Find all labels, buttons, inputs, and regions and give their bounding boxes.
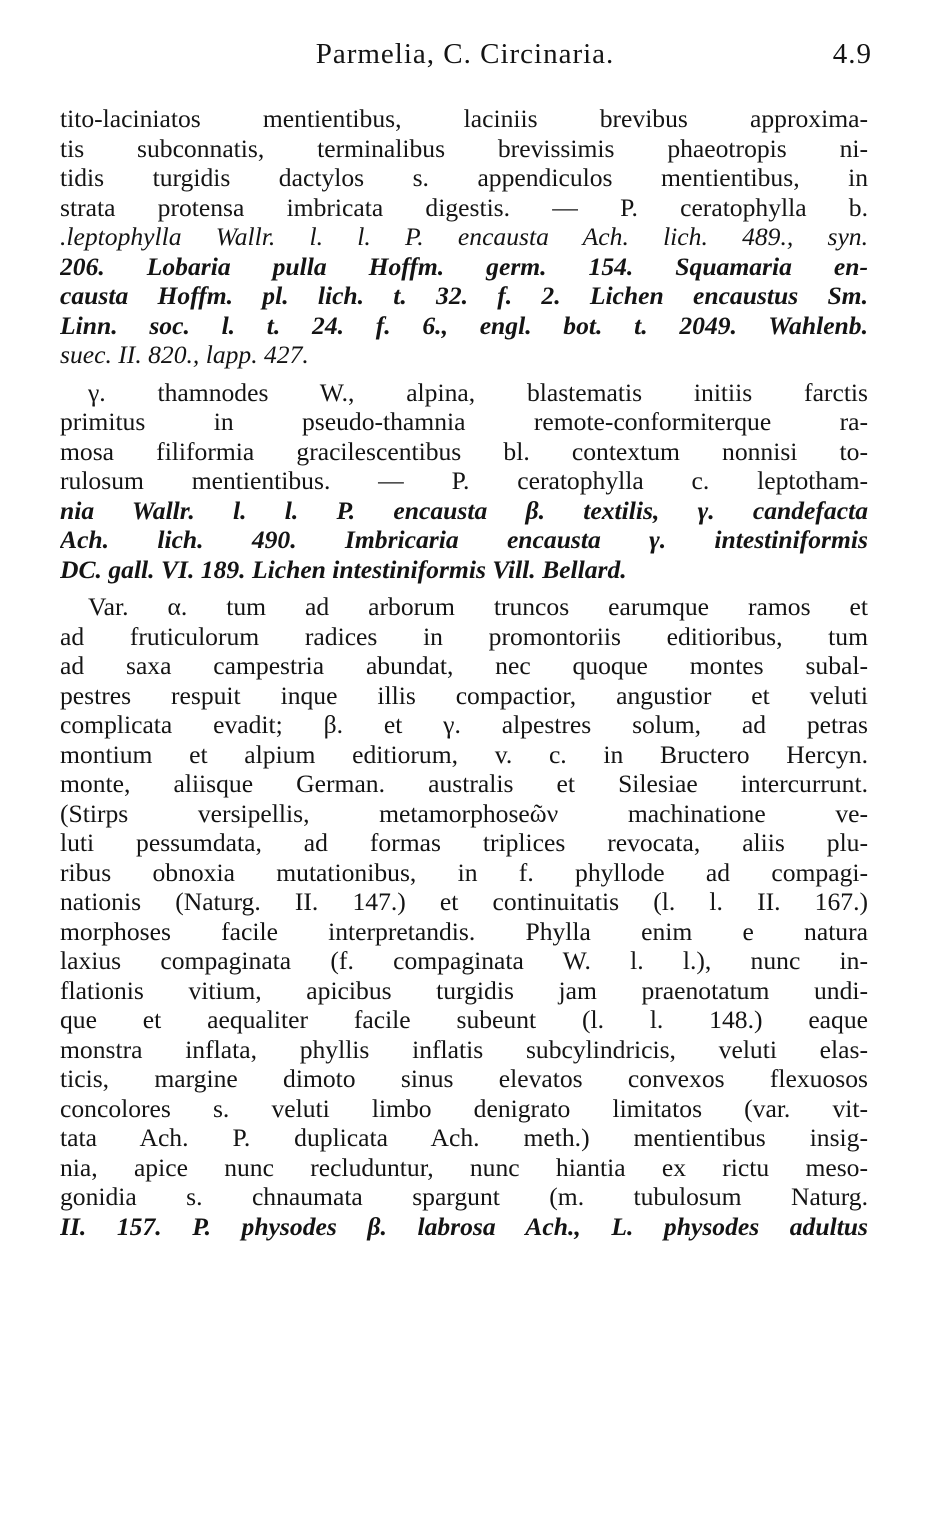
text-line: Linn. soc. l. t. 24. f. 6., engl. bot. t. 2049. Wahlenb. [60,310,868,340]
text-line: 206. Lobaria pulla Hoffm. germ. 154. Squamaria en- [60,251,868,281]
page-number: 4.9 [832,38,872,70]
text-line: rulosum mentientibus. — P. ceratophylla c. leptotham- [60,466,868,495]
text-line: concolores s. veluti limbo denigrato limitatos (var. vit- [60,1093,868,1123]
text-line: ribus obnoxia mutationibus, in f. phyllode ad compagi- [60,857,868,887]
text-line: suec. II. 820., lapp. 427. [60,340,309,369]
text-line: monstra inflata, phyllis inflatis subcylindricis, veluti elas- [60,1034,868,1064]
text-line: morphoses facile interpretandis. Phylla enim e natura [60,916,868,946]
text-line: complicata evadit; β. et γ. alpestres solum, ad petras [60,710,868,739]
text-line: nia Wallr. l. l. P. encausta β. textilis, γ. candefacta [60,495,868,525]
text-line: nia, apice nunc recluduntur, nunc hiantia ex rictu meso- [60,1152,868,1182]
running-title: Parmelia, C. Circinaria. [315,38,615,70]
text-line: gonidia s. chnaumata spargunt (m. tubulosum Naturg. [60,1182,868,1211]
text-line: flationis vitium, apicibus turgidis jam praenotatum undi- [60,975,868,1005]
text-line: ticis, margine dimoto sinus elevatos convexos flexuosos [60,1064,868,1093]
text-line: II. 157. P. physodes β. labrosa Ach., L. physodes adultus [60,1211,868,1241]
text-line: pestres respuit inque illis compactior, angustior et veluti [60,680,868,710]
text-line: Var. α. tum ad arborum truncos earumque ramos et [88,592,868,621]
text-body [60,104,868,1241]
text-line: causta Hoffm. pl. lich. t. 32. f. 2. Lichen encaustus Sm. [60,281,868,310]
text-line: strata protensa imbricata digestis. — P. ceratophylla b. [60,192,868,222]
text-line: tata Ach. P. duplicata Ach. meth.) mentientibus insig- [60,1123,868,1152]
text-line: luti pessumdata, ad formas triplices revocata, aliis plu- [60,828,868,857]
text-line: ad saxa campestria abundat, nec quoque montes subal- [60,651,868,680]
text-line: DC. gall. VI. 189. Lichen intestiniformis Vill. Bellard. [60,554,627,584]
text-line: γ. thamnodes W., alpina, blastematis initiis farctis [88,377,868,407]
text-line: nationis (Naturg. II. 147.) et continuitatis (l. l. II. 167.) [60,887,868,916]
text-line: monte, aliisque German. australis et Silesiae intercurrunt. [60,769,868,798]
text-line: mosa filiformia gracilescentibus bl. contextum nonnisi to- [60,436,868,466]
text-line: tidis turgidis dactylos s. appendiculos mentientibus, in [60,163,868,192]
text-line: tito-laciniatos mentientibus, laciniis brevibus approxima- [60,104,868,133]
text-line: tis subconnatis, terminalibus brevissimis phaeotropis ni- [60,133,868,163]
text-line: (Stirps versipellis, metamorphoseῶν machinatione ve- [60,798,868,828]
text-line: que et aequaliter facile subeunt (l. l. 148.) eaque [60,1005,868,1034]
text-line: laxius compaginata (f. compaginata W. l. l.), nunc in- [60,946,868,975]
text-line: Ach. lich. 490. Imbricaria encausta γ. intestiniformis [60,525,868,554]
text-line: montium et alpium editiorum, v. c. in Bructero Hercyn. [60,739,868,769]
text-line: primitus in pseudo-thamnia remote-conformiterque ra- [60,407,868,436]
page-header [0,38,930,88]
text-line: ad fruticulorum radices in promontoriis editioribus, tum [60,621,868,651]
text-line: .leptophylla Wallr. l. l. P. encausta Ach. lich. 489., syn. [60,222,868,251]
